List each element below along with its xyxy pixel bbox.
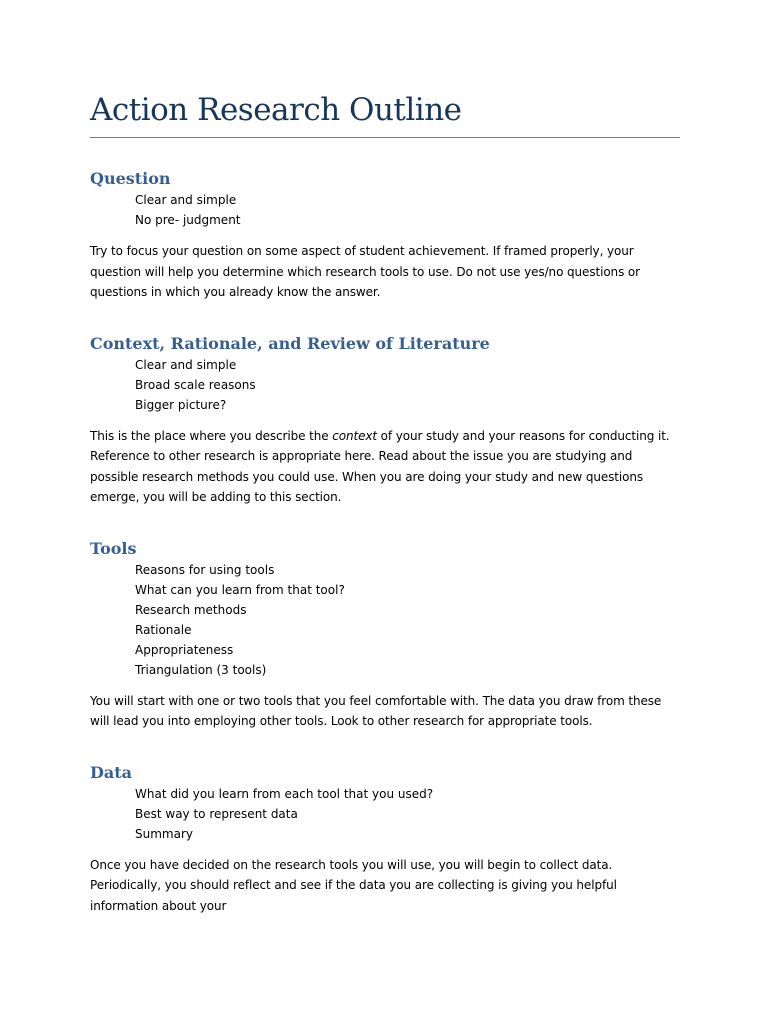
section-question (90, 168, 680, 303)
paragraph-text: of your study and your reasons for conducting it. Reference to other research is appropriate here. Read about the issue you are studying and possible research methods you could use. When you are doing your study and new questions emerge, you will be adding to this section. (90, 428, 670, 505)
section-paragraph (90, 426, 680, 508)
section-tools (90, 538, 680, 732)
bullet-list (90, 784, 680, 844)
list-item: Research methods (135, 602, 247, 617)
section-context (90, 333, 680, 508)
list-item: Summary (135, 826, 193, 841)
section-heading: Question (90, 169, 171, 189)
list-item: Triangulation (3 tools) (135, 662, 267, 677)
bullet-list (90, 355, 680, 415)
list-item: Best way to represent data (135, 806, 298, 821)
bullet-list (90, 560, 680, 680)
bullet-list (90, 190, 680, 230)
section-heading: Tools (90, 538, 137, 558)
list-item: Bigger picture? (135, 397, 227, 412)
list-item: Reasons for using tools (135, 562, 275, 577)
section-heading: Data (90, 762, 132, 782)
list-item: Clear and simple (135, 357, 237, 372)
section-data (90, 762, 680, 917)
section-heading: Context, Rationale, and Review of Literature (90, 333, 490, 353)
list-item: Broad scale reasons (135, 377, 256, 392)
list-item: No pre- judgment (135, 213, 241, 228)
section-paragraph: Try to focus your question on some aspect of student achievement. If framed properly, your question will help you determine which research tools to use. Do not use yes/no questions or questions in which you already know the answer. (90, 244, 641, 300)
list-item: What did you learn from each tool that you used? (135, 786, 434, 801)
section-paragraph: Once you have decided on the research tools you will use, you will begin to collect data. Periodically, you should reflect and see if the data you are collecting is giving you helpful information about your (90, 857, 617, 913)
list-item: What can you learn from that tool? (135, 582, 345, 597)
document-title: Action Research Outline (90, 92, 680, 138)
paragraph-text: This is the place where you describe the (90, 428, 333, 443)
section-paragraph: You will start with one or two tools that you feel comfortable with. The data you draw from these will lead you into employing other tools. Look to other research for appropriate tools. (90, 693, 662, 729)
list-item: Rationale (135, 622, 192, 637)
emphasis-text: context (332, 428, 377, 443)
list-item: Appropriateness (135, 642, 234, 657)
list-item: Clear and simple (135, 193, 237, 208)
